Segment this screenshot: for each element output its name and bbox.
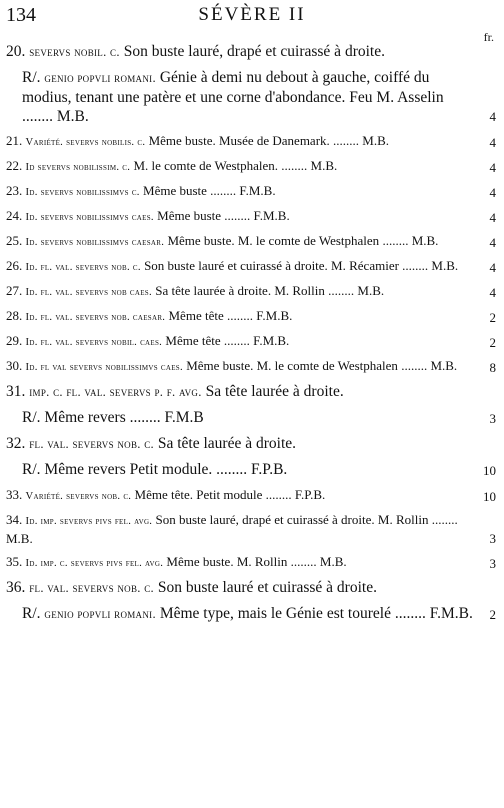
entry-legend: Id. severvs nobilissimvs caesar. — [25, 237, 165, 248]
entry-rarity: F.M.B — [164, 409, 204, 426]
catalogue-entry — [6, 42, 474, 62]
entry-number: 24. — [6, 208, 23, 223]
entry-rarity: F.M.B. — [256, 308, 293, 323]
entry-legend: Id severvs nobilissim. c. — [25, 162, 131, 173]
page-title: SÉVÈRE II — [198, 4, 306, 25]
entry-legend: genio popvli romani. — [44, 607, 156, 621]
entry-rarity: M.B. — [56, 108, 89, 125]
entry-description: Même revers — [44, 409, 126, 426]
catalogue-entry — [6, 511, 496, 547]
price-column-header: fr. — [483, 30, 494, 44]
entry-number: R/. — [22, 409, 41, 426]
entry-legend: Id. fl val severvs nobilissimvs caes. — [25, 362, 183, 373]
entry-number: R/. — [22, 69, 41, 86]
entry-number: 30. — [6, 358, 23, 373]
entry-price: 2 — [489, 607, 496, 622]
dot-leader: ........ — [324, 283, 358, 298]
entry-legend: genio popvli romani. — [44, 71, 156, 85]
catalogue-entry — [6, 282, 496, 301]
entry-description: Sa tête laurée à droite. M. Rollin — [155, 283, 325, 298]
entry-description: Même buste. M. le comte de Westphalen — [186, 358, 398, 373]
entry-description: Même buste. Musée de Danemark. — [148, 133, 330, 148]
catalogue-entry — [6, 382, 474, 402]
entry-price: 3 — [489, 531, 496, 546]
entry-number: 27. — [6, 283, 23, 298]
catalogue-entry — [6, 604, 496, 624]
entry-number: 34. — [6, 512, 23, 527]
entry-price: 4 — [489, 210, 496, 225]
entry-price: 2 — [489, 335, 496, 350]
dot-leader: ........ — [206, 183, 240, 198]
dot-leader: ........ — [287, 554, 320, 569]
catalogue-entry — [6, 486, 496, 505]
entry-description: Même type, mais le Génie est tourelé — [159, 605, 391, 622]
entry-legend: Id. fl. val. severvs nob caes. — [25, 287, 152, 298]
entry-price: 10 — [483, 489, 496, 504]
entry-description: Même buste — [143, 183, 207, 198]
dot-leader: ........ — [212, 461, 252, 478]
entry-legend: fl. val. severvs nob. c. — [29, 437, 154, 451]
catalogue-entry — [6, 307, 496, 326]
entry-number: 33. — [6, 487, 23, 502]
entry-number: R/. — [22, 461, 41, 478]
entry-rarity: F.P.B. — [294, 487, 326, 502]
page-number: 134 — [6, 4, 36, 26]
entry-rarity: M.B. — [6, 531, 33, 546]
entry-number: 20. — [6, 43, 26, 60]
catalogue-entry — [6, 68, 496, 126]
entry-description: Même buste. M. Rollin — [166, 554, 288, 569]
entry-rarity: F.M.B. — [253, 208, 290, 223]
catalogue-entry — [6, 332, 496, 351]
catalogue-entry — [6, 132, 496, 151]
entry-description: Son buste lauré et cuirassé à droite. M. Récamier — [144, 258, 399, 273]
entry-price: 4 — [489, 285, 496, 300]
dot-leader: ........ — [329, 133, 363, 148]
entry-legend: Variété. severvs nob. c. — [25, 491, 132, 502]
entry-legend: Id. fl. val. severvs nob. caesar. — [25, 312, 166, 323]
entry-number: 31. — [6, 383, 26, 400]
entry-description: Même buste. M. le comte de Westphalen — [167, 233, 380, 248]
catalogue-entry — [6, 182, 496, 201]
entry-price: 8 — [489, 360, 496, 375]
entry-number: R/. — [22, 605, 41, 622]
entry-legend: Id. fl. val. severvs nobil. caes. — [25, 337, 163, 348]
catalogue-entry — [6, 257, 496, 276]
entry-rarity: F.M.B. — [429, 605, 473, 622]
entry-description: Même buste — [157, 208, 222, 223]
entry-number: 25. — [6, 233, 23, 248]
catalogue-entry — [6, 207, 496, 226]
catalogue-entry — [6, 553, 496, 572]
entry-rarity: F.M.B. — [239, 183, 276, 198]
dot-leader: ........ — [278, 158, 311, 173]
dot-leader: ........ — [262, 487, 295, 502]
dot-leader: ........ — [379, 233, 412, 248]
dot-leader: ........ — [22, 108, 57, 125]
dot-leader: ........ — [220, 333, 254, 348]
entry-legend: severvs nobil. c. — [29, 45, 120, 59]
entry-number: 21. — [6, 133, 23, 148]
entry-number: 26. — [6, 258, 23, 273]
entry-number: 22. — [6, 158, 23, 173]
entry-description: Même tête — [165, 333, 221, 348]
catalogue-entry — [6, 157, 496, 176]
entry-description: Son buste lauré, drapé et cuirassé à droite. — [123, 43, 385, 60]
entry-price: 4 — [489, 235, 496, 250]
entry-legend: fl. val. severvs nob. c. — [29, 581, 154, 595]
dot-leader: ........ — [125, 409, 165, 426]
catalogue-entry — [6, 578, 474, 598]
entry-rarity: M.B. — [310, 158, 338, 173]
entry-number: 35. — [6, 554, 23, 569]
entry-number: 29. — [6, 333, 23, 348]
catalogue-entry — [6, 434, 474, 454]
entry-number: 36. — [6, 579, 26, 596]
entry-price: 3 — [489, 556, 496, 571]
entry-number: 32. — [6, 435, 26, 452]
catalogue-entry — [6, 408, 496, 428]
entry-price: 10 — [483, 463, 496, 478]
entry-legend: Id. severvs nobilissimvs c. — [25, 187, 140, 198]
entry-legend: Id. severvs nobilissimvs caes. — [25, 212, 154, 223]
catalogue-entries — [6, 42, 496, 630]
entry-description: Génie à demi nu debout à gauche, coiffé du modius, tenant une patère et une corne d'abondance. Feu M. Asselin — [22, 69, 444, 106]
catalogue-entry — [6, 357, 496, 376]
dot-leader: ........ — [223, 308, 257, 323]
entry-price: 4 — [489, 109, 496, 124]
entry-price: 4 — [489, 185, 496, 200]
entry-number: 28. — [6, 308, 23, 323]
entry-description: Sa tête laurée à droite. — [205, 383, 344, 400]
entry-description: M. le comte de Westphalen. — [133, 158, 279, 173]
entry-rarity: F.M.B. — [253, 333, 290, 348]
entry-price: 4 — [489, 135, 496, 150]
entry-rarity: M.B. — [411, 233, 439, 248]
entry-price: 2 — [489, 310, 496, 325]
dot-leader: ........ — [390, 605, 430, 622]
dot-leader: ........ — [428, 512, 458, 527]
entry-description: Son buste lauré, drapé et cuirassé à droite. M. Rollin — [155, 512, 429, 527]
catalogue-entry — [6, 232, 496, 251]
entry-rarity: M.B. — [319, 554, 347, 569]
entry-price: 4 — [489, 160, 496, 175]
entry-description: Même tête. Petit module — [134, 487, 263, 502]
entry-rarity: M.B. — [362, 133, 390, 148]
entry-rarity: M.B. — [357, 283, 385, 298]
entry-rarity: M.B. — [431, 258, 459, 273]
entry-legend: Id. imp. c. severvs pivs fel. avg. — [25, 558, 164, 569]
entry-description: Même revers Petit module. — [44, 461, 213, 478]
entry-legend: Id. imp. severvs pivs fel. avg. — [25, 516, 153, 527]
entry-description: Même tête — [168, 308, 224, 323]
catalogue-entry — [6, 460, 496, 480]
entry-rarity: M.B. — [430, 358, 458, 373]
entry-legend: Id. fl. val. severvs nob. c. — [25, 262, 141, 273]
dot-leader: ........ — [398, 258, 432, 273]
dot-leader: ........ — [221, 208, 254, 223]
entry-number: 23. — [6, 183, 23, 198]
entry-price: 4 — [489, 260, 496, 275]
dot-leader: ........ — [397, 358, 431, 373]
entry-price: 3 — [489, 411, 496, 426]
entry-description: Son buste lauré et cuirassé à droite. — [157, 579, 377, 596]
entry-legend: Variété. severvs nobilis. c. — [25, 137, 146, 148]
entry-description: Sa tête laurée à droite. — [157, 435, 297, 452]
entry-legend: imp. c. fl. val. severvs p. f. avg. — [29, 385, 202, 399]
entry-rarity: F.P.B. — [251, 461, 288, 478]
